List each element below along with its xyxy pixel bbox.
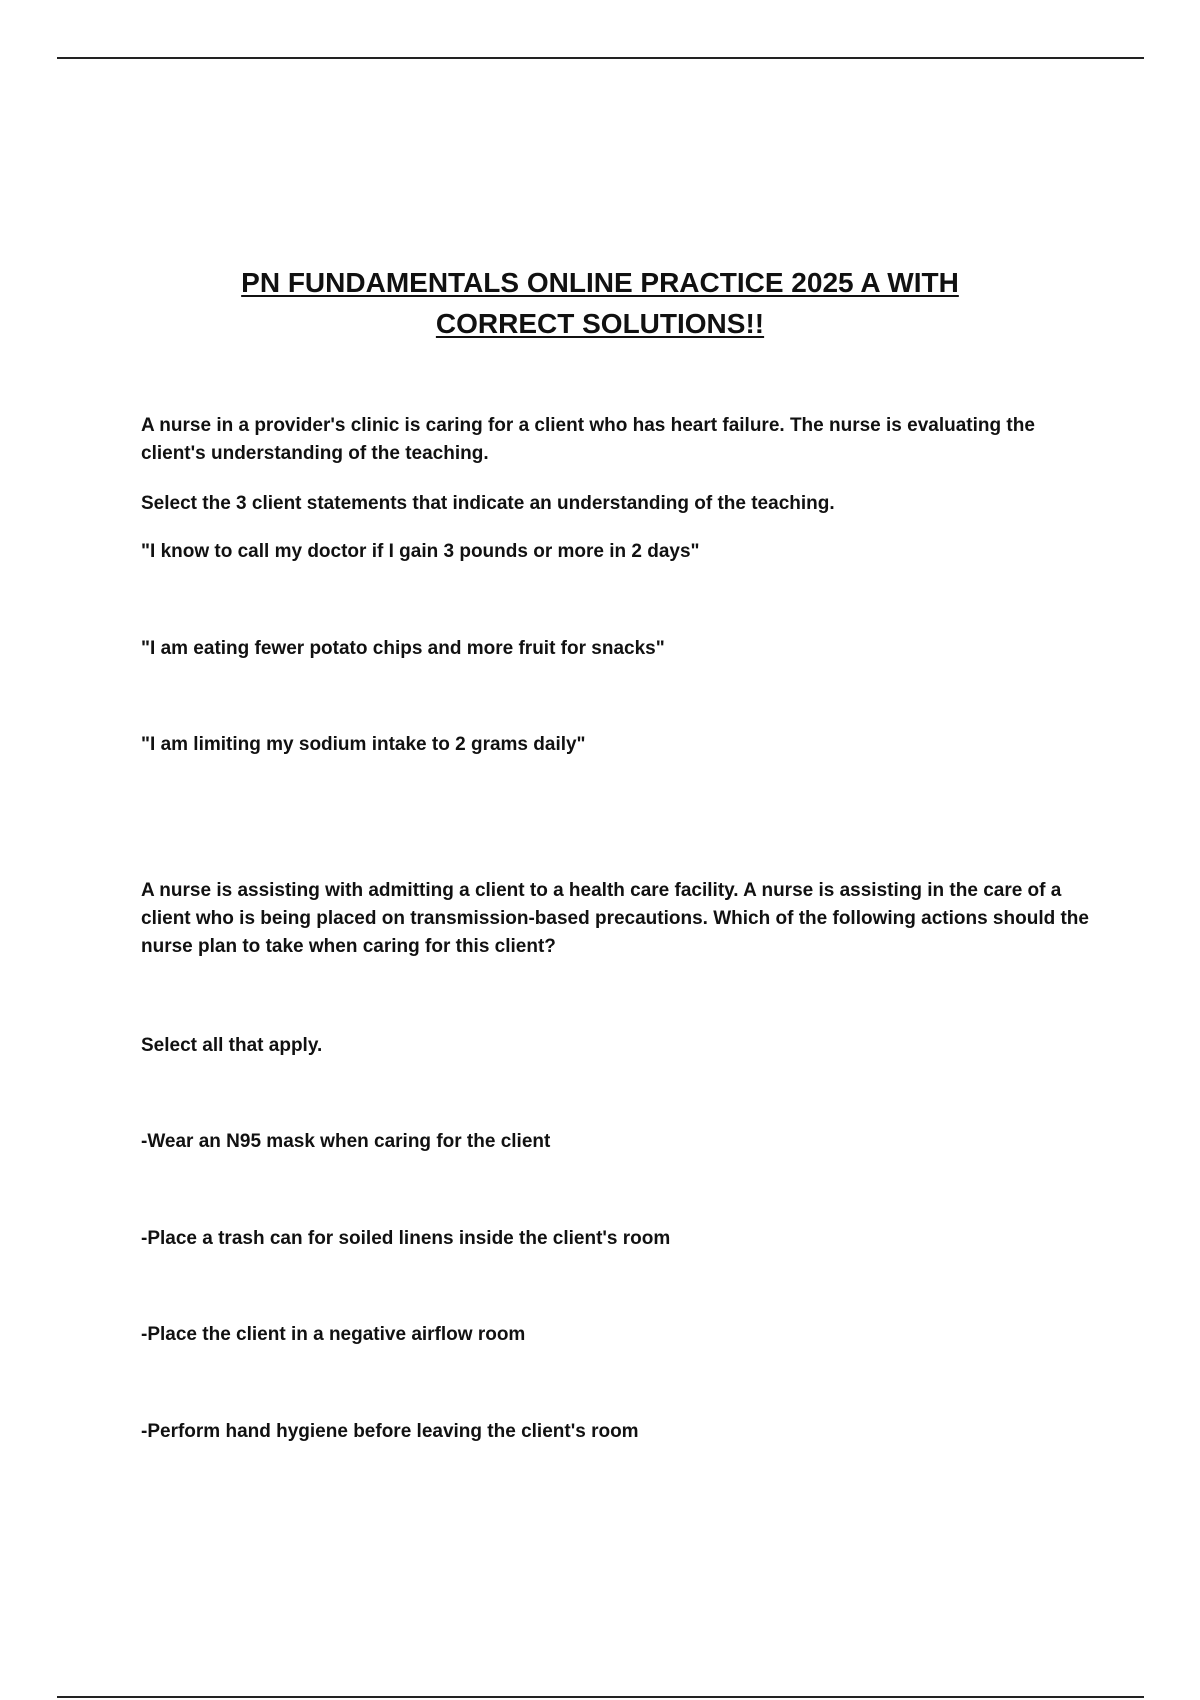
question-1-answer-1: "I know to call my doctor if I gain 3 pounds or more in 2 days" [141, 541, 700, 562]
document-title [150, 262, 1050, 344]
question-2-answer-2: -Place a trash can for soiled linens inside the client's room [141, 1228, 671, 1249]
title-line-2: CORRECT SOLUTIONS!! [435, 308, 765, 339]
question-1-answer-2: "I am eating fewer potato chips and more fruit for snacks" [141, 638, 665, 659]
title-line-1: PN FUNDAMENTALS ONLINE PRACTICE 2025 A WITH [241, 267, 959, 298]
question-1-stem: A nurse in a provider's clinic is caring for a client who has heart failure. The nurse is evaluating the client's understanding of the teaching. [141, 415, 1035, 464]
question-2-stem: A nurse is assisting with admitting a client to a health care facility. A nurse is assisting in the care of a client who is being placed on transmission-based precautions. Which of the following actions should the nurse plan to take when caring for this client? [141, 880, 1089, 957]
top-rule [57, 57, 1144, 59]
question-1-instruction: Select the 3 client statements that indicate an understanding of the teaching. [141, 493, 835, 514]
question-2-answer-4: -Perform hand hygiene before leaving the client's room [141, 1421, 639, 1442]
question-2-answer-3: -Place the client in a negative airflow room [141, 1324, 526, 1345]
question-2-answer-1: -Wear an N95 mask when caring for the client [141, 1131, 551, 1152]
bottom-rule [57, 1696, 1144, 1698]
question-1-answer-3: "I am limiting my sodium intake to 2 grams daily" [141, 734, 586, 755]
question-2-instruction: Select all that apply. [141, 1035, 323, 1056]
